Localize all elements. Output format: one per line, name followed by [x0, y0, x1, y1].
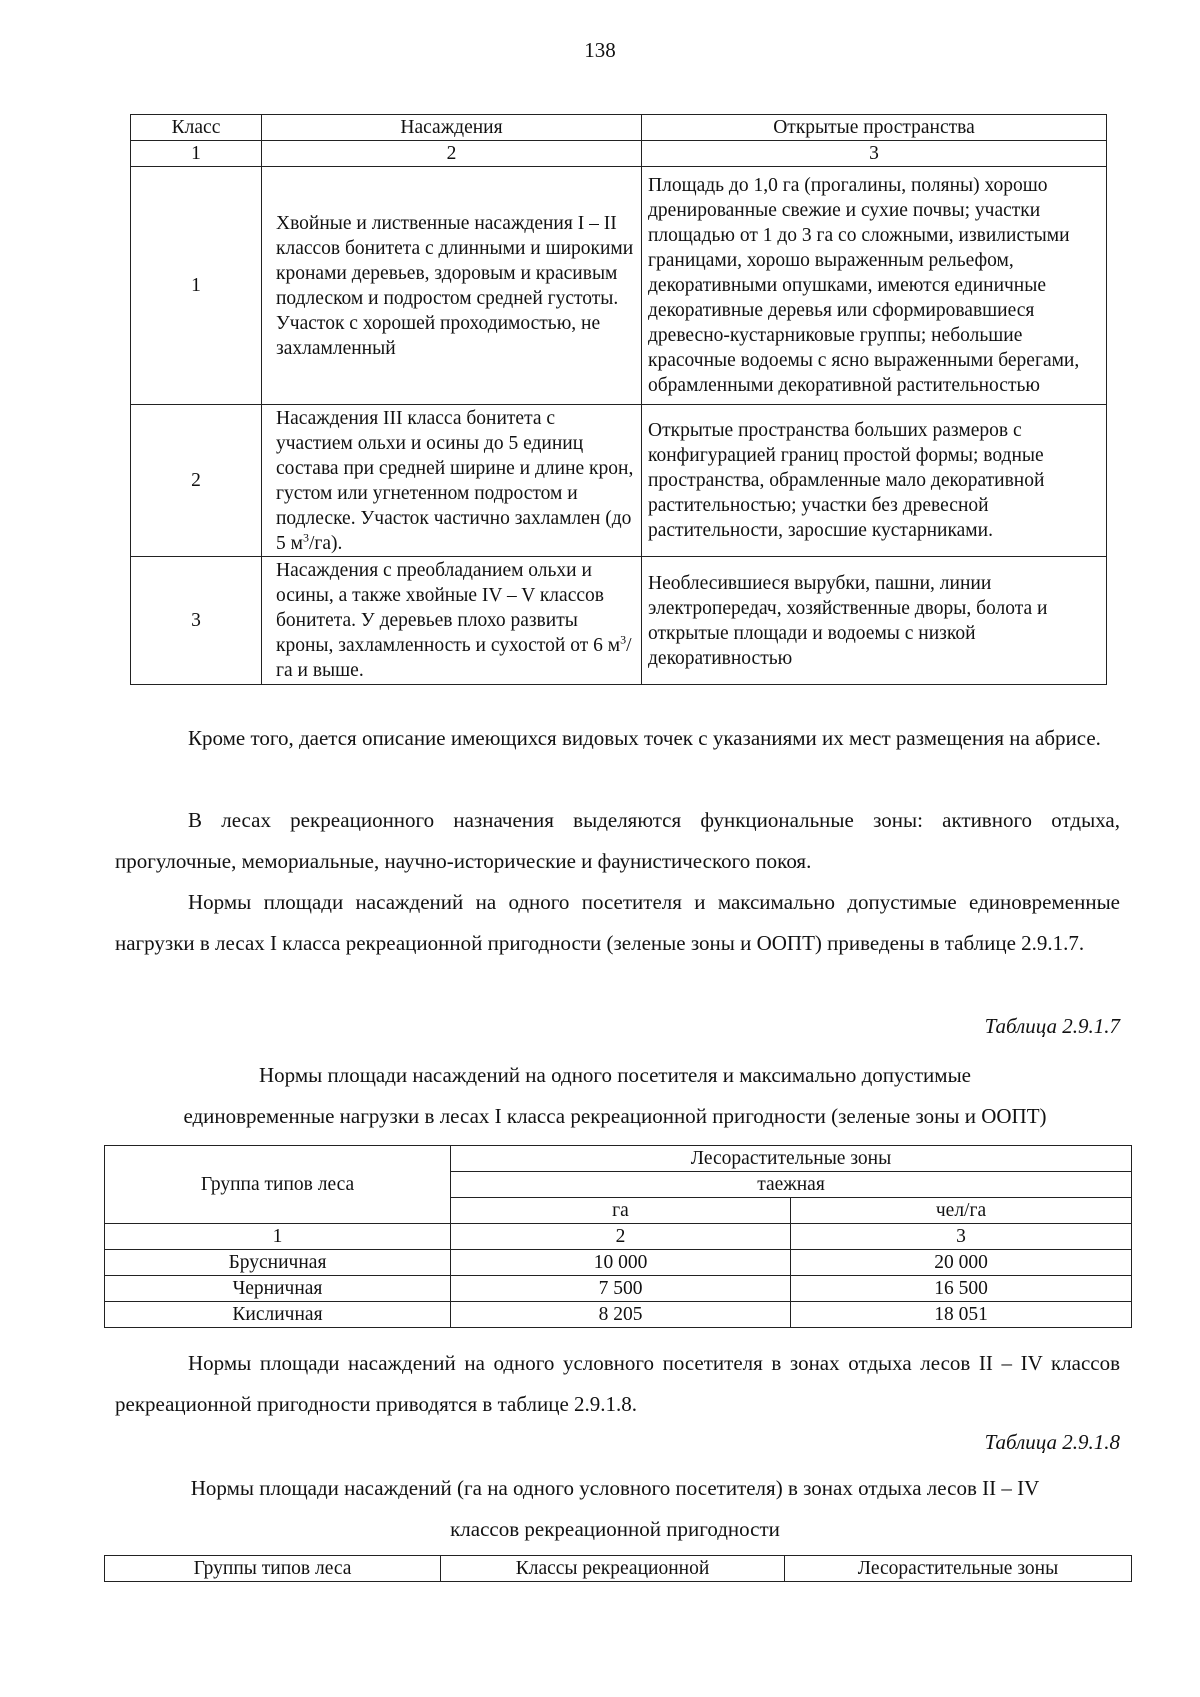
paragraph-zones: В лесах рекреационного назначения выделяются функциональные зоны: активного отдыха, прогулочные, мемориальные, научно-исторические и фаунистического покоя.: [115, 808, 1120, 873]
plantings-text-end: /га и выше.: [276, 635, 632, 681]
ha-cell: 10 000: [451, 1250, 791, 1276]
open-spaces-cell: Площадь до 1,0 га (прогалины, поляны) хорошо дренированные свежие и сухие почвы; участки площадью от 1 до 3 га со сложными, извилистыми границами, хорошо выраженным рельефом, декоративными опушками, имеются единичные декоративные деревья или сформировавшиеся древесно-кустарниковые группы; небольшие красочные водоемы с ясно выраженными берегами, обрамленными декоративной растительностью: [642, 167, 1107, 405]
table-header-row: [131, 115, 1107, 141]
table-row: [131, 167, 1107, 405]
page-number: 138: [584, 38, 616, 62]
header-ha: га: [451, 1198, 791, 1224]
header-per-ha: чел/га: [791, 1198, 1132, 1224]
table-row: [131, 405, 1107, 557]
header-forest-zones: Лесорастительные зоны: [785, 1556, 1132, 1582]
table-label: Таблица 2.9.1.8: [984, 1430, 1120, 1454]
col-number: 3: [642, 141, 1107, 167]
header-recreation-classes: Классы рекреационной: [441, 1556, 785, 1582]
col-number: 1: [105, 1224, 451, 1250]
header-plantings: Насаждения: [262, 115, 642, 141]
column-number-row: [131, 141, 1107, 167]
plantings-text-end: /га).: [308, 532, 343, 554]
table-title-line: Нормы площади насаждений на одного посетителя и максимально допустимые: [258, 1063, 971, 1087]
forest-group-cell: Черничная: [105, 1276, 451, 1302]
paragraph-norms: Нормы площади насаждений на одного посетителя и максимально допустимые единовременные нагрузки в лесах I класса рекреационной пригодности (зеленые зоны и ООПТ) приведены в таблице 2.9.1.7.: [115, 890, 1120, 955]
plantings-cell: Хвойные и лиственные насаждения I – II классов бонитета с длинными и широкими кронами деревьев, здоровым и красивым подлеском и подростом средней густоты. Участок с хорошей проходимостью, не захламленный: [262, 167, 642, 405]
paragraph-viewpoints: Кроме того, дается описание имеющихся видовых точек с указаниями их мест размещения на абрисе.: [188, 726, 1101, 750]
plantings-text: Насаждения с преобладанием ольхи и осины, а также хвойные IV – V классов бонитета. У деревьев плохо развиты кроны, захламленность и сухостой от 6 м: [276, 560, 621, 656]
conditional-visitor-table: [104, 1555, 1132, 1582]
header-forest-groups: Группы типов леса: [105, 1556, 441, 1582]
table-header-row: [105, 1146, 1132, 1172]
forest-group-cell: Кисличная: [105, 1302, 451, 1328]
col-number: 1: [131, 141, 262, 167]
table-title-line: Нормы площади насаждений (га на одного условного посетителя) в зонах отдыха лесов II – IV: [190, 1476, 1040, 1500]
superscript: 3: [302, 530, 309, 544]
plantings-text: Насаждения III класса бонитета с участием ольхи и осины до 5 единиц состава при средней ширине и длине крон, густом или угнетенном подростом и подлеске. Участок частично захламлен (до 5 м: [276, 407, 634, 554]
superscript: 3: [620, 632, 627, 647]
header-class: Класс: [131, 115, 262, 141]
column-number-row: [105, 1224, 1132, 1250]
col-number: 2: [262, 141, 642, 167]
plantings-cell: [262, 557, 642, 685]
table-row: [105, 1302, 1132, 1328]
open-spaces-cell: Необлесившиеся вырубки, пашни, линии электропередач, хозяйственные дворы, болота и открытые площади и водоемы с низкой декоративностью: [642, 557, 1107, 685]
header-open-spaces: Открытые пространства: [642, 115, 1107, 141]
class-cell: 3: [131, 557, 262, 685]
open-spaces-cell: Открытые пространства больших размеров с конфигурацией границ простой формы; водные пространства, обрамленные мало декоративной растительностью; участки без древесной растительности, заросшие кустарниками.: [642, 405, 1107, 557]
class-cell: 2: [131, 405, 262, 557]
per-ha-cell: 18 051: [791, 1302, 1132, 1328]
table-row: [131, 557, 1107, 685]
per-ha-cell: 20 000: [791, 1250, 1132, 1276]
table-row: [105, 1250, 1132, 1276]
col-number: 2: [451, 1224, 791, 1250]
col-number: 3: [791, 1224, 1132, 1250]
ha-cell: 8 205: [451, 1302, 791, 1328]
table-label: Таблица 2.9.1.7: [984, 1014, 1120, 1038]
plantings-cell: [262, 405, 642, 557]
recreation-class-table: [130, 114, 1107, 685]
table-title-line: классов рекреационной пригодности: [450, 1517, 780, 1541]
forest-group-cell: Брусничная: [105, 1250, 451, 1276]
visitor-norms-table: [104, 1145, 1132, 1328]
table-title-line: единовременные нагрузки в лесах I класса рекреационной пригодности (зеленые зоны и ООПТ): [183, 1104, 1047, 1128]
per-ha-cell: 16 500: [791, 1276, 1132, 1302]
table-header-row: [105, 1556, 1132, 1582]
class-cell: 1: [131, 167, 262, 405]
table-row: [105, 1276, 1132, 1302]
header-forest-zones: Лесорастительные зоны: [451, 1146, 1132, 1172]
ha-cell: 7 500: [451, 1276, 791, 1302]
header-taiga: таежная: [451, 1172, 1132, 1198]
paragraph-conditional-visitor: Нормы площади насаждений на одного условного посетителя в зонах отдыха лесов II – IV классов рекреационной пригодности приводятся в таблице 2.9.1.8.: [115, 1351, 1120, 1416]
header-forest-group: Группа типов леса: [105, 1146, 451, 1224]
